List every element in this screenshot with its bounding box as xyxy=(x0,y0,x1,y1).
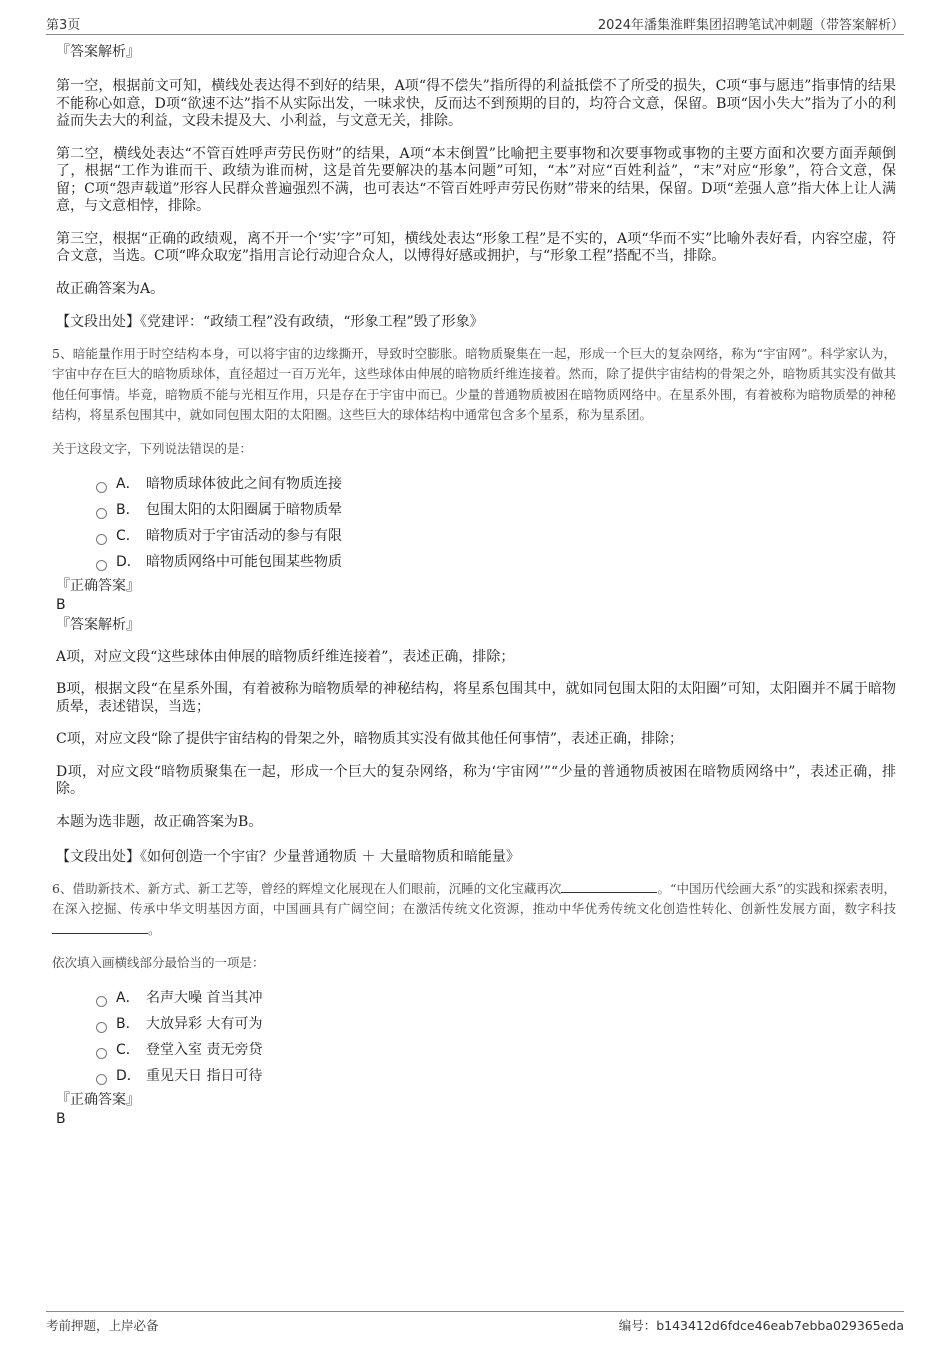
q5-analysis-d: D项，对应文段“暗物质聚集在一起，形成一个巨大的复杂网络，称为‘宇宙网’”“少量的普通物质被困在暗物质网络中”，表述正确，排除。 xyxy=(56,763,896,797)
q4-analysis-label: 『答案解析』 xyxy=(56,44,140,60)
q5-analysis-a: A项，对应文段“这些球体由伸展的暗物质纤维连接着”，表述正确，排除； xyxy=(56,648,515,665)
q6-option-a[interactable]: A． 名声大噪 首当其冲 xyxy=(96,988,896,1014)
q6-correct-answer: B xyxy=(56,1111,66,1127)
footer-code: 编号：b143412d6fdce46eab7ebba029365eda xyxy=(618,1318,904,1333)
q5-ask: 关于这段文字，下列说法错误的是： xyxy=(52,440,253,456)
radio-button[interactable] xyxy=(96,534,107,545)
q4-conclusion: 故正确答案为A。 xyxy=(56,280,165,297)
radio-button[interactable] xyxy=(96,996,107,1007)
q6-option-c[interactable]: C． 登堂入室 责无旁贷 xyxy=(96,1040,896,1066)
radio-button[interactable] xyxy=(96,1022,107,1033)
radio-button[interactable] xyxy=(96,560,107,571)
q5-source: 【文段出处】《如何创造一个宇宙？少量普通物质 ＋ 大量暗物质和暗能量》 xyxy=(56,849,520,865)
q5-correct-answer: B xyxy=(56,596,66,613)
q6-option-d[interactable]: D． 重见天日 指日可待 xyxy=(96,1066,896,1092)
q6-correct-label: 『正确答案』 xyxy=(56,1092,140,1108)
q5-question: 5、暗能量作用于时空结构本身，可以将宇宙的边缘撕开，导致时空膨胀。暗物质聚集在一起，形成一个巨大的复杂网络，称为“宇宙网”。科学家认为，宇宙中存在巨大的暗物质球体，直径超过一百万光年，这些球体由伸展的暗物质纤维连接着。然而，除了提供宇宙结构的骨架之外，暗物质其实没有做其他任何事情。毕竟，暗物质不能与光相互作用，只是存在于宇宙中而已。少量的普通物质被困在暗物质网络中。在星系外围，有着被称为暗物质晕的神秘结构，将星系包围其中，就如同包围太阳的太阳圈。这些巨大的球体结构中通常包含多个星系，称为星系团。 xyxy=(52,345,896,422)
footer-slogan: 考前押题，上岸必备 xyxy=(46,1318,159,1333)
main-content xyxy=(52,44,896,1128)
fill-blank xyxy=(561,880,657,893)
q4-source: 【文段出处】《党建评：“政绩工程”没有政绩，“形象工程”毁了形象》 xyxy=(56,314,484,330)
q6-option-b[interactable]: B． 大放异彩 大有可为 xyxy=(96,1014,896,1040)
q5-option-a[interactable]: A． 暗物质球体彼此之间有物质连接 xyxy=(96,474,896,500)
fill-blank xyxy=(52,921,148,934)
q4-analysis-p1: 第一空，根据前文可知，横线处表达得不到好的结果，A项“得不偿失”指所得的利益抵偿不了所受的损失，C项“事与愿违”指事情的结果不能称心如意，D项“欲速不达”指不从实际出发，一味求快，反而达不到预期的目的，均符合文意，保留。B项“因小失大”指为了小的利益而失去大的利益，文段未提及大、小利益，与文意无关，排除。 xyxy=(56,78,896,129)
q4-analysis-p2: 第二空，横线处表达“不管百姓呼声劳民伤财”的结果，A项“本末倒置”比喻把主要事物和次要事物或事物的主要方面和次要方面弄颠倒了，根据“工作为谁而干、政绩为谁而树，这是首先要解决的基本问题”可知，“本”对应“百姓利益”，“末”对应“形象”，符合文意，保留；C项“怨声载道”形容人民群众普遍强烈不满，也可表达“不管百姓呼声劳民伤财”带来的结果，保留。D项“差强人意”指大体上让人满意，与文意相悖，排除。 xyxy=(56,145,896,214)
q5-analysis-b: B项，根据文段“在星系外围，有着被称为暗物质晕的神秘结构，将星系包围其中，就如同包围太阳的太阳圈”可知，太阳圈并不属于暗物质晕，表述错误，当选； xyxy=(56,681,896,715)
radio-button[interactable] xyxy=(96,508,107,519)
q5-analysis-label: 『答案解析』 xyxy=(56,616,140,633)
q6-ask: 依次填入画横线部分最恰当的一项是： xyxy=(52,955,265,970)
document-title: 2024年潘集淮畔集团招聘笔试冲刺题（带答案解析） xyxy=(597,18,904,33)
page-number: 第3页 xyxy=(46,18,81,33)
page-footer xyxy=(46,1311,904,1333)
q5-analysis-c: C项，对应文段“除了提供宇宙结构的骨架之外，暗物质其实没有做其他任何事情”，表述正确，排除； xyxy=(56,731,684,747)
q5-conclusion: 本题为选非题，故正确答案为B。 xyxy=(56,813,263,830)
radio-button[interactable] xyxy=(96,1074,107,1085)
q5-correct-label: 『正确答案』 xyxy=(56,577,140,594)
radio-button[interactable] xyxy=(96,482,107,493)
q6-options xyxy=(96,988,896,1092)
page-header xyxy=(46,10,904,35)
q5-option-d[interactable]: D． 暗物质网络中可能包围某些物质 xyxy=(96,552,896,578)
q4-analysis-p3: 第三空，根据“正确的政绩观，离不开一个‘实’字”可知，横线处表达“形象工程”是不实的，A项“华而不实”比喻外表好看，内容空虚，符合文意，当选。C项“哗众取宠”指用言论行动迎合众人，以博得好感或拥护，与“形象工程”搭配不当，排除。 xyxy=(56,230,896,264)
radio-button[interactable] xyxy=(96,1048,107,1059)
q5-option-c[interactable]: C． 暗物质对于宇宙活动的参与有限 xyxy=(96,526,896,552)
q5-options xyxy=(96,474,896,578)
q5-option-b[interactable]: B． 包围太阳的太阳圈属于暗物质晕 xyxy=(96,500,896,526)
q6-question: 6、借助新技术、新方式、新工艺等，曾经的辉煌文化展现在人们眼前，沉睡的文化宝藏再次 。“中国历代绘画大系”的实践和探索表明，在深入挖掘、传承中华文明基因方面，中国画具有广阔空间；在激活传统文化资源，推动中华优秀传统文化创造性转化、创新性发展方面，数字科技。 xyxy=(52,880,896,937)
